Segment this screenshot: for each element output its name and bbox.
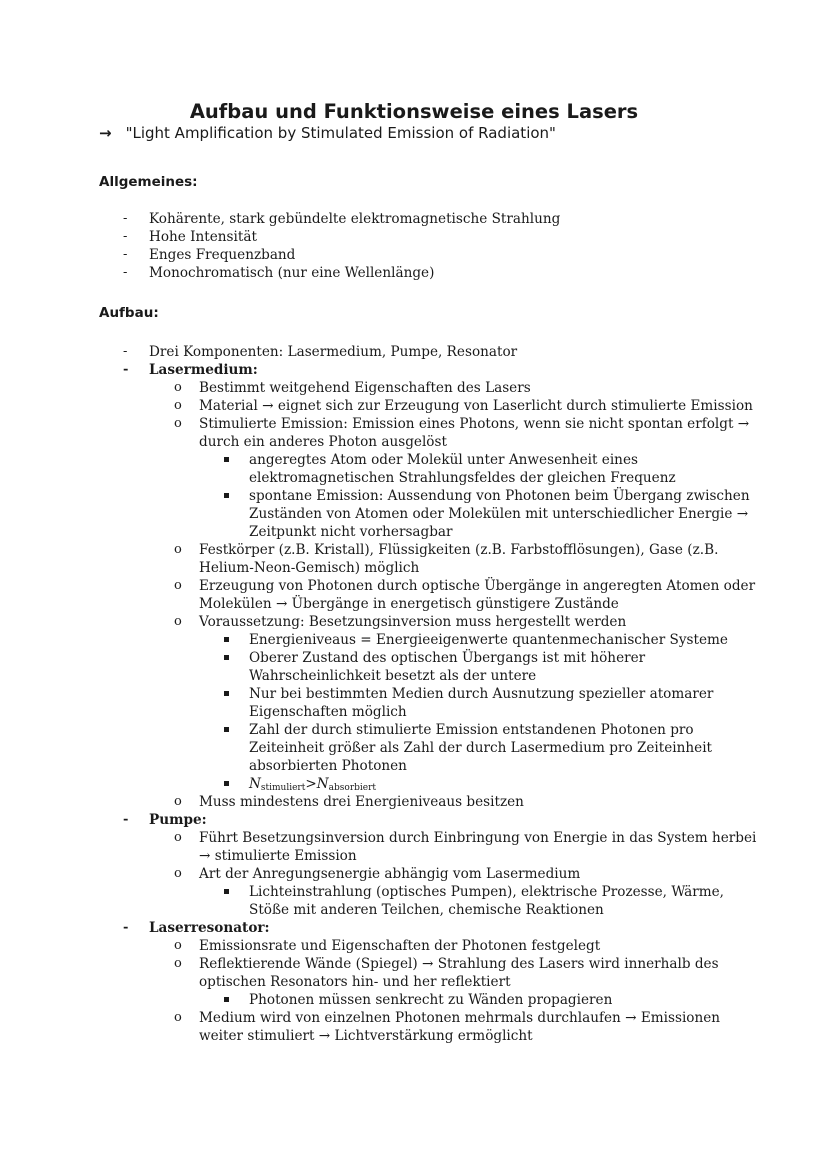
circle-bullet: o — [174, 866, 182, 881]
square-bullet — [224, 991, 229, 1009]
dash-bullet: - — [123, 812, 129, 827]
dash-bullet: - — [123, 920, 129, 935]
dash-bullet: - — [123, 229, 128, 244]
list-item: Muss mindestens drei Energieniveaus besitzen — [199, 794, 524, 810]
list-item: Art der Anregungsenergie abhängig vom Lasermedium — [199, 866, 581, 882]
subtitle — [99, 124, 556, 142]
subsection-heading-laserresonator: Laserresonator: — [149, 920, 270, 936]
subsection-heading-pumpe: Pumpe: — [149, 812, 207, 828]
circle-bullet: o — [174, 1010, 182, 1025]
list-item-continuation: Molekülen → Übergänge in energetisch günstigere Zustände — [199, 596, 619, 612]
list-item: Festkörper (z.B. Kristall), Flüssigkeiten (z.B. Farbstofflösungen), Gase (z.B. — [199, 542, 719, 558]
list-item: Material → eignet sich zur Erzeugung von Laserlicht durch stimulierte Emission — [199, 398, 753, 414]
square-bullet — [224, 451, 229, 469]
arrow-right-icon: → — [99, 124, 112, 142]
list-item-continuation: Eigenschaften möglich — [249, 704, 407, 720]
circle-bullet: o — [174, 416, 182, 431]
list-item-continuation: weiter stimuliert → Lichtverstärkung ermöglicht — [199, 1028, 533, 1044]
formula-sub-absorbiert: absorbiert — [328, 783, 377, 793]
page-title: Aufbau und Funktionsweise eines Lasers — [189, 100, 639, 123]
formula-n-absorbiert: N — [316, 776, 329, 792]
circle-bullet: o — [174, 938, 182, 953]
formula-operator: > — [305, 776, 317, 792]
list-item: Enges Frequenzband — [149, 247, 296, 263]
list-item: Bestimmt weitgehend Eigenschaften des Lasers — [199, 380, 531, 396]
list-item-continuation: Zuständen von Atomen oder Molekülen mit unterschiedlicher Energie → — [249, 506, 749, 522]
formula-sub-stimuliert: stimuliert — [260, 783, 306, 793]
list-item: Erzeugung von Photonen durch optische Übergänge in angeregten Atomen oder — [199, 578, 756, 594]
subtitle-text: "Light Amplification by Stimulated Emission of Radiation" — [125, 124, 556, 142]
list-item: Oberer Zustand des optischen Übergangs ist mit höherer — [249, 650, 646, 666]
square-bullet — [224, 883, 229, 901]
list-item-continuation: optischen Resonators hin- und her reflektiert — [199, 974, 511, 990]
list-item-continuation: Zeiteinheit größer als Zahl der durch Lasermedium pro Zeiteinheit — [249, 740, 713, 756]
circle-bullet: o — [174, 794, 182, 809]
list-item: Medium wird von einzelnen Photonen mehrmals durchlaufen → Emissionen — [199, 1010, 721, 1026]
list-item-continuation: Zeitpunkt nicht vorhersagbar — [249, 524, 453, 540]
list-item-continuation: → stimulierte Emission — [199, 848, 357, 864]
circle-bullet: o — [174, 398, 182, 413]
list-item: Stimulierte Emission: Emission eines Photons, wenn sie nicht spontan erfolgt → — [199, 416, 750, 432]
list-item-continuation: Helium-Neon-Gemisch) möglich — [199, 560, 420, 576]
dash-bullet: - — [123, 211, 128, 226]
formula-n-stimuliert: N — [249, 776, 261, 792]
list-item: Zahl der durch stimulierte Emission entstandenen Photonen pro — [249, 722, 694, 738]
list-item: Emissionsrate und Eigenschaften der Photonen festgelegt — [199, 938, 601, 954]
square-bullet — [224, 631, 229, 649]
square-bullet — [224, 649, 229, 667]
square-bullet — [224, 685, 229, 703]
circle-bullet: o — [174, 542, 182, 557]
list-item: Führt Besetzungsinversion durch Einbringung von Energie in das System herbei — [199, 830, 757, 846]
list-item: Energieniveaus = Energieeigenwerte quantenmechanischer Systeme — [249, 632, 728, 648]
list-item: spontane Emission: Aussendung von Photonen beim Übergang zwischen — [249, 488, 750, 504]
section-heading-aufbau: Aufbau: — [99, 305, 159, 321]
list-item: Lichteinstrahlung (optisches Pumpen), elektrische Prozesse, Wärme, — [249, 884, 724, 900]
list-item: Monochromatisch (nur eine Wellenlänge) — [149, 265, 435, 281]
list-item: Reflektierende Wände (Spiegel) → Strahlung des Lasers wird innerhalb des — [199, 956, 719, 972]
circle-bullet: o — [174, 956, 182, 971]
list-item-continuation: durch ein anderes Photon ausgelöst — [199, 434, 447, 450]
dash-bullet: - — [123, 362, 129, 377]
list-item-continuation: absorbierten Photonen — [249, 758, 407, 774]
dash-bullet: - — [123, 344, 128, 359]
square-bullet — [224, 487, 229, 505]
list-item: Hohe Intensität — [149, 229, 257, 245]
circle-bullet: o — [174, 614, 182, 629]
square-bullet — [224, 721, 229, 739]
list-item-continuation: Wahrscheinlichkeit besetzt als der untere — [249, 668, 537, 684]
dash-bullet: - — [123, 265, 128, 280]
list-item: Kohärente, stark gebündelte elektromagnetische Strahlung — [149, 211, 561, 227]
list-item-continuation: Stöße mit anderen Teilchen, chemische Reaktionen — [249, 902, 604, 918]
square-bullet — [224, 775, 229, 793]
list-item: Drei Komponenten: Lasermedium, Pumpe, Resonator — [149, 344, 518, 360]
list-item: angeregtes Atom oder Molekül unter Anwesenheit eines — [249, 452, 638, 468]
list-item: Photonen müssen senkrecht zu Wänden propagieren — [249, 992, 613, 1008]
dash-bullet: - — [123, 247, 128, 262]
list-item-continuation: elektromagnetischen Strahlungsfeldes der gleichen Frequenz — [249, 470, 676, 486]
list-item: Nur bei bestimmten Medien durch Ausnutzung spezieller atomarer — [249, 686, 714, 702]
circle-bullet: o — [174, 578, 182, 593]
circle-bullet: o — [174, 830, 182, 845]
section-heading-allgemeines: Allgemeines: — [99, 174, 198, 190]
subsection-heading-lasermedium: Lasermedium: — [149, 362, 258, 378]
circle-bullet: o — [174, 380, 182, 395]
list-item: Voraussetzung: Besetzungsinversion muss hergestellt werden — [199, 614, 627, 630]
